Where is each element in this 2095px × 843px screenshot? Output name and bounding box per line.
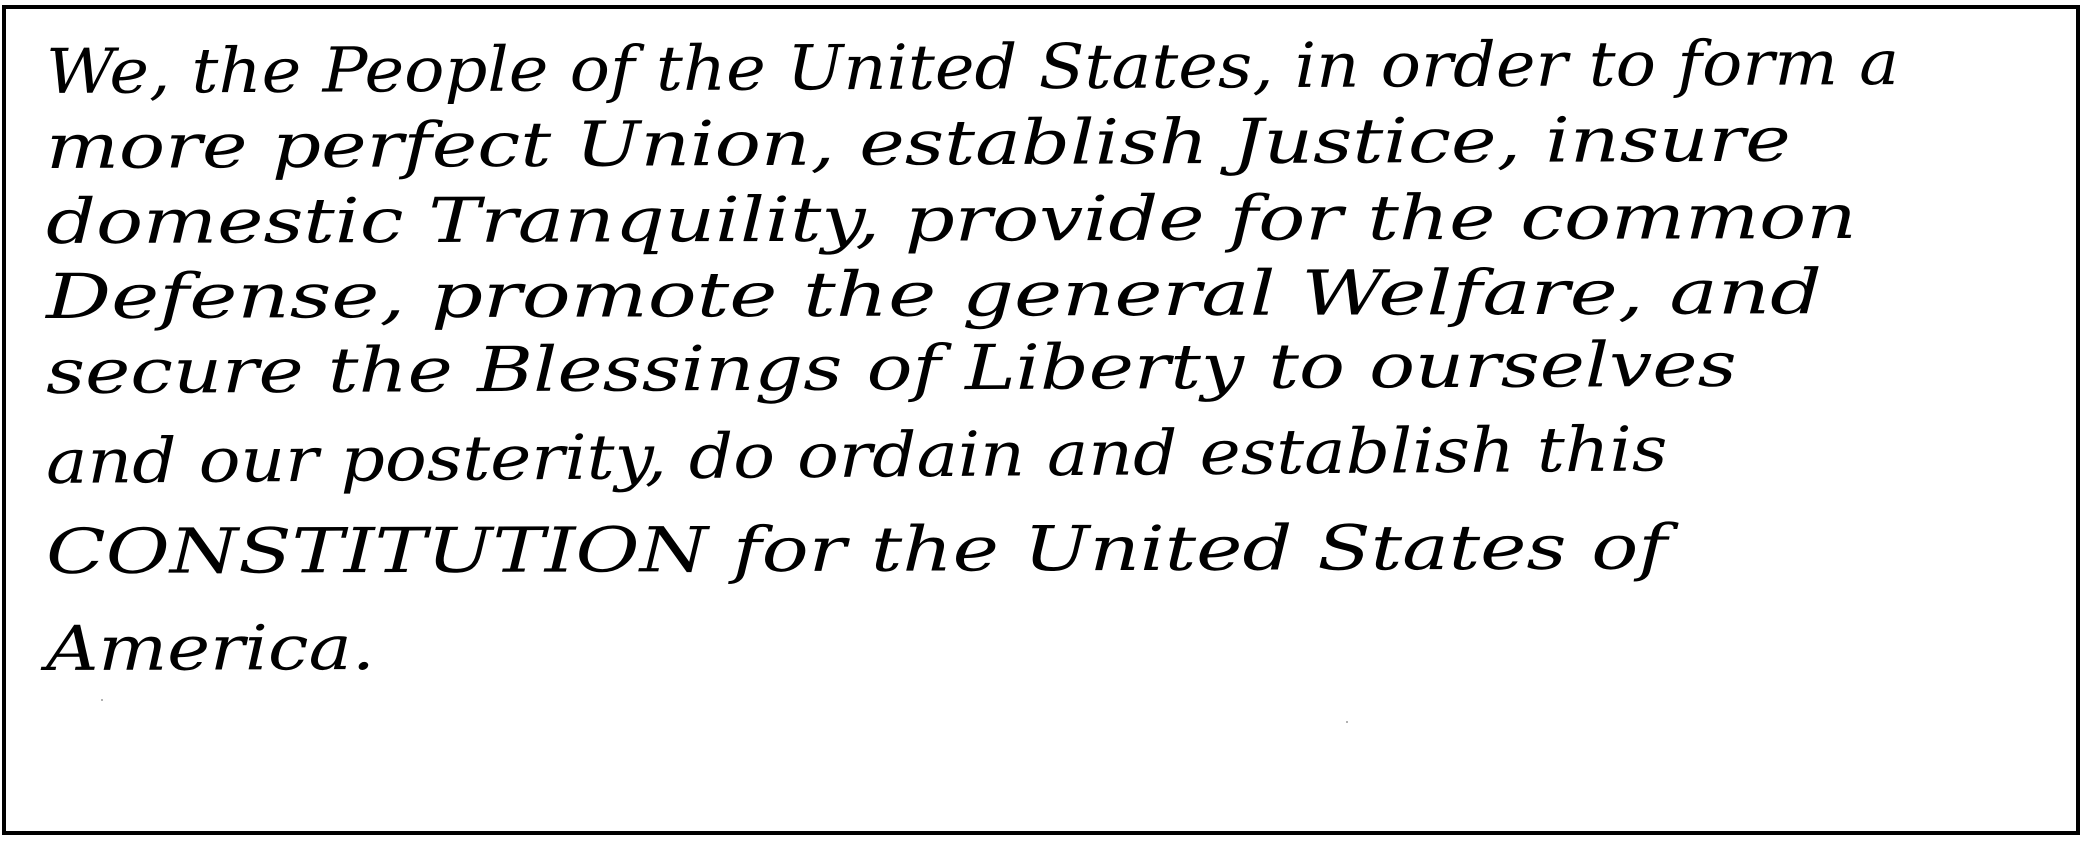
text-line-1: We, the People of the United States, in order to form a xyxy=(45,26,1900,108)
text-line-5: secure the Blessings of Liberty to ourselves xyxy=(45,327,1737,408)
text-line-8: America. xyxy=(45,611,376,685)
text-line-2: more perfect Union, establish Justice, insure xyxy=(45,102,1791,183)
text-line-3: domestic Tranquility, provide for the common xyxy=(45,179,1857,258)
text-line-7: CONSTITUTION for the United States of xyxy=(45,510,1668,588)
text-line-6: and our posterity, do ordain and establish this xyxy=(45,412,1668,498)
paper-speck xyxy=(101,699,103,701)
text-line-4: Defense, promote the general Welfare, and xyxy=(45,255,1823,333)
paper-speck xyxy=(1346,721,1348,723)
handwritten-note-card xyxy=(2,5,2080,835)
